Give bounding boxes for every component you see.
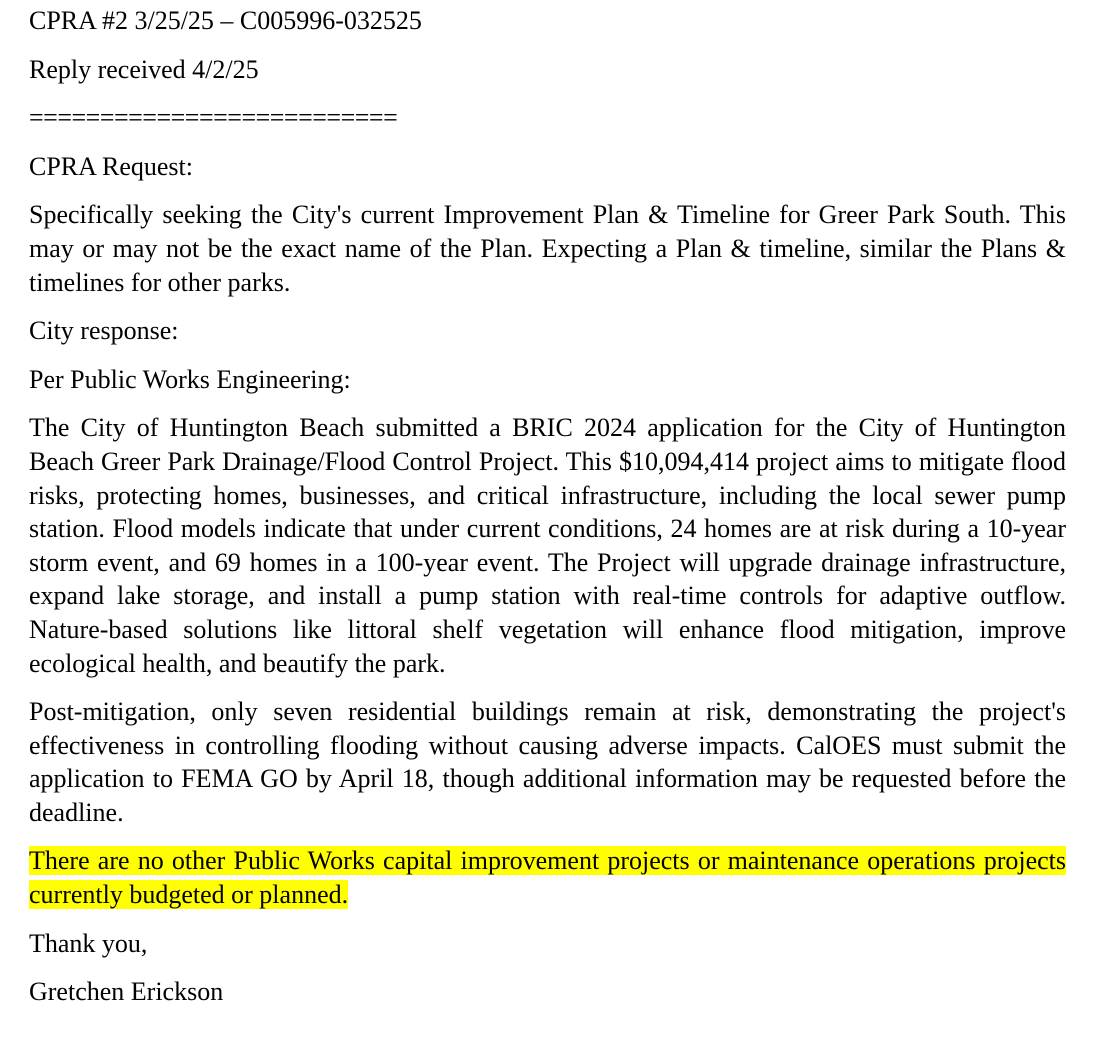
response-label: City response: <box>29 316 179 346</box>
document-body <box>29 4 1066 1024</box>
request-label: CPRA Request: <box>29 151 193 181</box>
closing-line: Thank you, <box>29 928 148 958</box>
signature: Gretchen Erickson <box>29 977 224 1007</box>
separator-line: ========================== <box>29 103 398 133</box>
response-paragraph-1: The City of Huntington Beach submitted a BRIC 2024 application for the City of Huntington Beach Greer Park Drainage/Flood Control Project. This $10,094,414 project aims to mitigate flood risks, protecting homes, businesses, and critical infrastructure, including the local sewer pump station. Flood models indicate that under current conditions, 24 homes are at risk during a 10-year storm event, and 69 homes in a 100-year event. The Project will upgrade drainage infrastructure, expand lake storage, and install a pump station with real-time controls for adaptive outflow. Nature-based solutions like littoral shelf vegetation will enhance flood mitigation, improve ecological health, and beautify the park. <box>29 413 1066 678</box>
document-title: CPRA #2 3/25/25 – C005996-032525 <box>29 6 422 35</box>
request-text: Specifically seeking the City's current Improvement Plan & Timeline for Greer Park South. This may or may not be the exact name of the Plan. Expecting a Plan & timeline, similar the Plans & timelines for other parks. <box>29 200 1066 297</box>
highlighted-statement <box>29 844 1066 911</box>
highlighted-text: There are no other Public Works capital improvement projects or maintenance operations projects currently budgeted or planned. <box>29 846 1066 910</box>
response-source: Per Public Works Engineering: <box>29 364 351 394</box>
reply-date: Reply received 4/2/25 <box>29 54 259 84</box>
response-paragraph-2: Post-mitigation, only seven residential buildings remain at risk, demonstrating the project's effectiveness in controlling flooding without causing adverse impacts. CalOES must submit the application to FEMA GO by April 18, though additional information may be requested before the deadline. <box>29 697 1066 827</box>
